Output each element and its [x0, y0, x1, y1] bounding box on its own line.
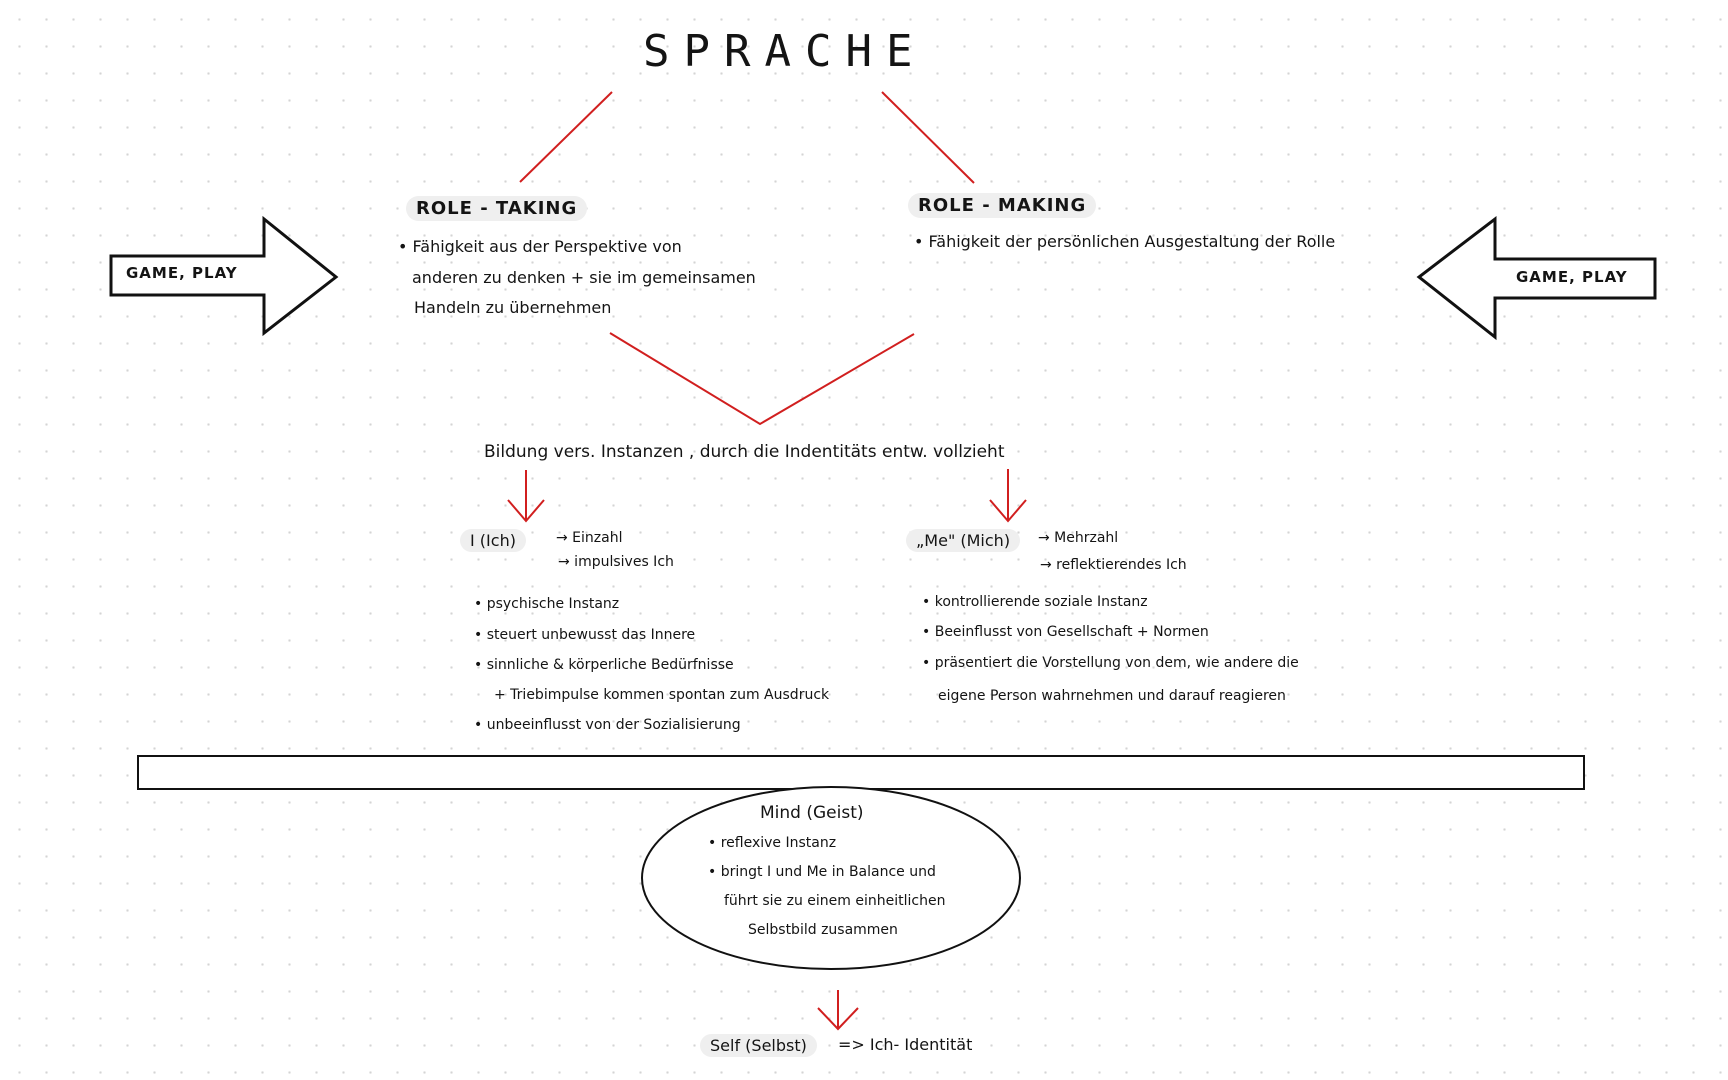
role-taking-line: • Fähigkeit aus der Perspektive von: [398, 237, 682, 256]
mind-line: Selbstbild zusammen: [748, 922, 898, 938]
self-label: Self (Selbst): [700, 1034, 817, 1057]
role-taking-line: anderen zu denken + sie im gemeinsamen: [412, 268, 756, 287]
mind-line: führt sie zu einem einheitlichen: [724, 893, 946, 909]
me-mich-label: „Me" (Mich): [906, 529, 1020, 552]
right-arrow-label: GAME, PLAY: [1516, 268, 1628, 286]
i-ich-bullet: • sinnliche & körperliche Bedürfnisse: [474, 657, 734, 673]
me-mich-note: → Mehrzahl: [1038, 530, 1119, 546]
me-mich-note: → reflektierendes Ich: [1040, 557, 1187, 573]
me-mich-bullet: • Beeinflusst von Gesellschaft + Normen: [922, 624, 1209, 640]
role-making-heading: ROLE - MAKING: [908, 193, 1096, 218]
i-ich-bullet: • steuert unbewusst das Innere: [474, 627, 696, 643]
diagram-title: SPRACHE: [643, 26, 927, 77]
i-ich-label: I (Ich): [460, 529, 526, 552]
i-ich-bullet: + Triebimpulse kommen spontan zum Ausdruck: [494, 687, 830, 703]
me-mich-bullet: • präsentiert die Vorstellung von dem, wie andere die: [922, 655, 1299, 671]
arrow-to-i-ich: [508, 470, 544, 521]
i-ich-note: → Einzahl: [556, 530, 623, 546]
mind-line: • reflexive Instanz: [708, 835, 837, 851]
role-taking-heading: ROLE - TAKING: [406, 196, 587, 221]
i-ich-note: → impulsives Ich: [558, 554, 674, 570]
balance-bar: [138, 756, 1584, 789]
mind-line: • bringt I und Me in Balance und: [708, 864, 936, 880]
me-mich-bullet: • kontrollierende soziale Instanz: [922, 594, 1148, 610]
self-result: => Ich- Identität: [838, 1035, 973, 1054]
roles-converge-v: [610, 333, 914, 424]
left-arrow-label: GAME, PLAY: [126, 264, 238, 282]
i-ich-bullet: • unbeeinflusst von der Sozialisierung: [474, 717, 741, 733]
i-ich-bullet: • psychische Instanz: [474, 596, 620, 612]
role-taking-line: Handeln zu übernehmen: [414, 298, 612, 317]
me-mich-bullet: eigene Person wahrnehmen und darauf reagieren: [938, 688, 1286, 704]
title-to-role-taking-line: [520, 92, 612, 182]
title-to-role-making-line: [882, 92, 974, 183]
mind-title: Mind (Geist): [760, 803, 864, 823]
bildung-line: Bildung vers. Instanzen , durch die Indentitäts entw. vollzieht: [484, 442, 1005, 462]
role-making-line: • Fähigkeit der persönlichen Ausgestaltung der Rolle: [914, 232, 1336, 251]
arrow-to-me-mich: [990, 469, 1026, 521]
arrow-to-self: [818, 990, 858, 1029]
